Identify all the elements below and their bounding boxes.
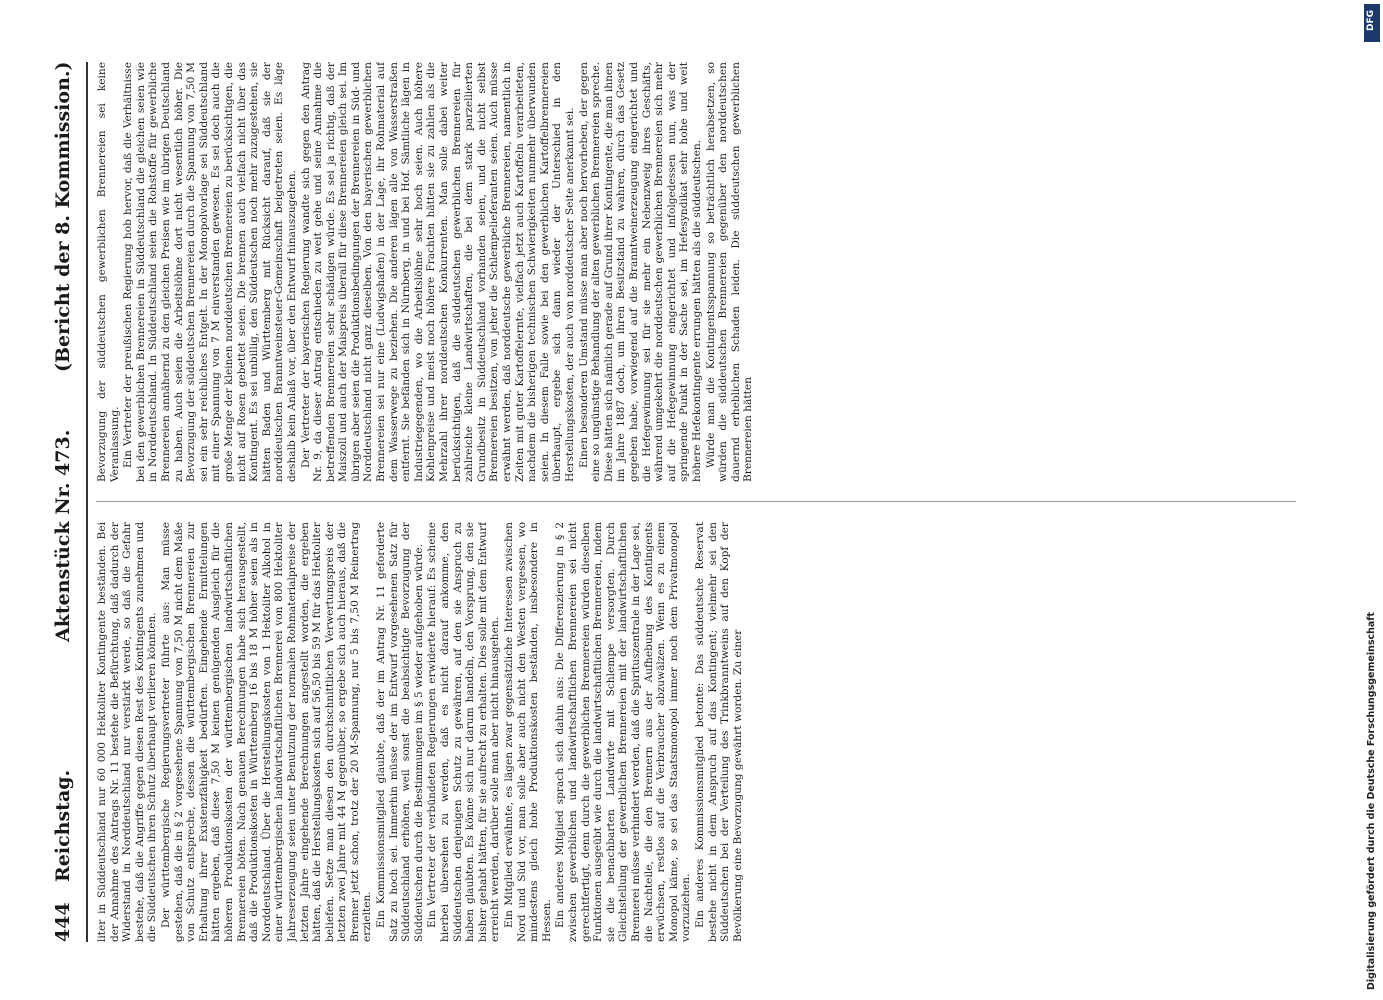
header-left: Reichstag. bbox=[52, 769, 74, 882]
digitization-credit: Digitalisierung gefördert durch die Deutsche Forschungsgemeinschaft bbox=[1366, 612, 1377, 990]
right-column bbox=[96, 62, 1296, 482]
paragraph: liter in Süddeutschland nur 60 000 Hektoliter Kontingente beständen. Bei der Annahme des Antrags Nr. 11 bestehe die Befürchtung, daß dadurch der Widerstand in Norddeutschland nur verstärkt werde, so daß die Gefahr bestehe, daß die Angriffe gegen diesen Rest des Kontingents zunehmen und die Süddeutschen ihren Schutz überhaupt verlieren könnten. bbox=[96, 522, 159, 942]
paragraph: Ein anderes Mitglied sprach sich dahin aus: Die Differenzierung in § 2 zwischen gewerblichen und landwirtschaftlichen Brennereien sei nicht gerechtfertigt, denn durch die gewerblichen Brennereien würden dieselben Funktionen ausgeübt wie durch die landwirtschaftlichen Brennereien, indem sie die benachbarten Landwirte mit Schlempe versorgten. Durch Gleichstellung der gewerblichen Brennereien mit der landwirtschaftlichen Brennerei müsse verhindert werden, daß die Spirituszentrale in der Lage sei, die Nachteile, die den Brennern aus der Aufhebung des Kontingents erwüchsen, restlos auf die Verbraucher abzuwälzen. Wenn es zu einem Monopol käme, so sei das Staatsmonopol immer noch dem Privatmonopol vorzuziehen. bbox=[554, 522, 693, 942]
dfg-logo bbox=[1364, 4, 1380, 42]
dfg-logo-text: DFG bbox=[1366, 9, 1376, 31]
running-header bbox=[52, 62, 82, 942]
paragraph: Der Vertreter der bayerischen Regierung wandte sich gegen den Antrag Nr. 9, da dieser Antrag entschieden zu weit gehe und seine Annahme die betreffenden Brennereien sehr schädigen würde. Es sei ja richtig, daß der Maiszoll und auch der Maispreis überall für diese Brennereien gleich sei. Im übrigen aber seien die Produktionsbedingungen der Brennereien in Süd- und Norddeutschland nicht ganz dieselben. Von den bayerischen gewerblichen Brennereien sei nur eine (Ludwigshafen) in der Lage, ihr Rohmaterial auf dem Wasserwege zu beziehen. Die anderen lägen alle von Wasserstraßen entfernt. Sie befänden sich in Nürnberg, in und bei Hof. Sämtliche lägen in Industriegegenden, wo die Arbeitslöhne sehr hoch seien. Auch höhere Kohlenpreise und meist noch höhere Frachten hätten sie zu zahlen als die Mehrzahl ihrer norddeutschen Konkurrenten. Man solle dabei weiter berücksichtigen, daß die süddeutschen gewerblichen Brennereien für zahlreiche kleine Landwirtschaften, die bei dem stark parzellierten Grundbesitz in Süddeutschland vorhanden seien, und die nicht selbst Brennereien besitzen, von jeher die Schlempelieferanten seien. Auch müsse erwähnt werden, daß norddeutsche gewerbliche Brennereien, namentlich in Zeiten mit guter Kartoffelernte, vielfach jetzt auch Kartoffeln verarbeiteten, nachdem die bisherigen technischen Schwierigkeiten nunmehr überwunden seien. In diesem Falle sowie bei den gewerblichen Kartoffelbrennereien überhaupt, ergebe sich dann wieder der Unterschied in den Herstellungskosten, der auch von norddeutscher Seite anerkannt sei. bbox=[299, 62, 576, 482]
paragraph: Ein Mitglied erwähnte, es lägen zwar gegensätzliche Interessen zwischen Nord und Süd vor, man solle aber auch nicht den Westen vergessen, wo mindestens gleich hohe Produktionskosten beständen, insbesondere in Hessen. bbox=[503, 522, 553, 942]
paragraph: Der württembergische Regierungsvertreter führte aus: Man müsse gestehen, daß die in § 2 vorgesehene Spannung von 7,50 M nicht dem Maße von Schutz entspreche, dessen die württembergischen Brennereien zur Erhaltung ihrer Existenzfähigkeit bedürften. Eingehende Ermittelungen hätten ergeben, daß diese 7,50 M keinen genügenden Ausgleich für die höheren Produktionskosten der württembergischen landwirtschaftlichen Brennereien böten. Nach genauen Berechnungen habe sich herausgestellt, daß die Produktionskosten in Württemberg 16 bis 18 M höher seien als in Norddeutschland. Über die Herstellungskosten von 1 Hektoliter Alkohol in einer württembergischen landwirtschaftlichen Brennerei von 800 Hektoliter Jahreserzeugung seien unter Benutzung der normalen Rohmaterialpreise der letzten Jahre eingehende Berechnungen angestellt worden, die ergeben hätten, daß die Herstellungskosten sich auf 56,50 bis 59 M für das Hektoliter beliefen. Setze man diesen den durchschnittlichen Verwertungspreis der letzten zwei Jahre mit 44 M gegenüber, so ergebe sich auch hieraus, daß die Brenner jetzt schon, trotz der 20 M-Spannung, nur 5 bis 7,50 M Reinertrag erzielten. bbox=[159, 522, 374, 942]
document-page bbox=[52, 62, 1302, 942]
paragraph: Ein Vertreter der verbündeten Regierungen erwiderte hierauf: Es scheine hierbei übersehen zu werden, daß es nicht darauf ankomme, den Süddeutschen denjenigen Schutz zu gewähren, auf den sie Anspruch zu haben glaubten. Es könne sich nur darum handeln, den Vorsprung, den sie bisher gehabt hätten, für sie aufrecht zu erhalten. Dies solle mit dem Entwurf erreicht werden, darüber solle man aber nicht hinausgehen. bbox=[426, 522, 502, 942]
header-rule bbox=[86, 62, 88, 942]
paragraph: Würde man die Kontingentsspannung so beträchtlich herabsetzen, so würden die süddeutschen Brennereien gegenüber den norddeutschen dauernd erheblichen Schaden leiden. Die süddeutschen gewerblichen Brennereien hätten bbox=[704, 62, 755, 482]
page-number: 444 bbox=[52, 902, 74, 942]
header-center: Aktenstück Nr. 473. bbox=[52, 429, 74, 642]
paragraph: Einen besonderen Umstand müsse man aber noch hervorheben, der gegen eine so ungünstige Behandlung der alten gewerblichen Brennereien spreche. Diese hätten sich nämlich gerade auf Grund ihrer Kontingente, die man ihnen im Jahre 1887 doch, um ihren Besitzstand zu wahren, durch das Gesetz gegeben habe, vorwiegend auf die Branntweinerzeugung eingerichtet und die Hefegewinnung sei für sie mehr ein Nebenzweig ihres Geschäfts, während umgekehrt die norddeutschen gewerblichen Brennereien sich mehr auf die Hefegewinnung eingerichtet und infolgedessen nun, was der springende Punkt in der Sache sei, im Hefesyndikat sehr hohe und weit höhere Hefekontingente errungen hätten als die süddeutschen. bbox=[577, 62, 703, 482]
column-divider bbox=[96, 501, 1296, 502]
paragraph: Bevorzugung der süddeutschen gewerblichen Brennereien sei keine Veranlassung. bbox=[96, 62, 121, 482]
left-column bbox=[96, 522, 1296, 942]
paragraph: Ein anderes Kommissionsmitglied betonte: Das süddeutsche Reservat bestehe nicht in dem Anspruch auf das Kontingent; vielmehr sei den Süddeutschen bei der Verteilung des Trinkbranntweins auf den Kopf der Bevölkerung eine Bevorzugung gewährt worden. Zu einer bbox=[693, 522, 744, 942]
paragraph: Ein Vertreter der preußischen Regierung hob hervor, daß die Verhältnisse bei den gewerblichen Brennereien in Süddeutschland die gleichen seien wie in Norddeutschland. In Süddeutschland seien die Rohstoffe für gewerbliche Brennereien annähernd zu den gleichen Preisen wie im übrigen Deutschland zu haben. Auch seien die Arbeitslöhne dort nicht wesentlich höher. Die Bevorzugung der süddeutschen Brennereien durch die Spannung von 7,50 M sei ein sehr reichliches Entgelt. In der Monopolvorlage sei Süddeutschland mit einer Spannung von 7 M einverstanden gewesen. Es sei doch auch die große Menge der kleinen norddeutschen Brennereien zu berücksichtigen, die nicht auf Rosen gebettet seien. Die brennen auch vielfach nicht über das Kontingent. Es sei unbillig, den Süddeutschen noch mehr zuzugestehen, sie hätten Baden und Württemberg mit Rücksicht darauf, daß sie der norddeutschen Branntweinsteuer-Gemeinschaft beigetreten seien. Es läge deshalb kein Anlaß vor, über den Entwurf hinauszugehen. bbox=[122, 62, 298, 482]
paragraph: Ein Kommissionsmitglied glaubte, daß der im Antrag Nr. 11 geforderte Satz zu hoch sei. Immerhin müsse der im Entwurf vorgesehenen Satz für Süddeutschland erhöhen, weil sonst die beabsichtigte Bevorzugung der Süddeutschen durch die Bestimmungen im § 5 wieder aufgehoben würde. bbox=[375, 522, 425, 942]
header-right: (Bericht der 8. Kommission.) bbox=[52, 61, 74, 372]
